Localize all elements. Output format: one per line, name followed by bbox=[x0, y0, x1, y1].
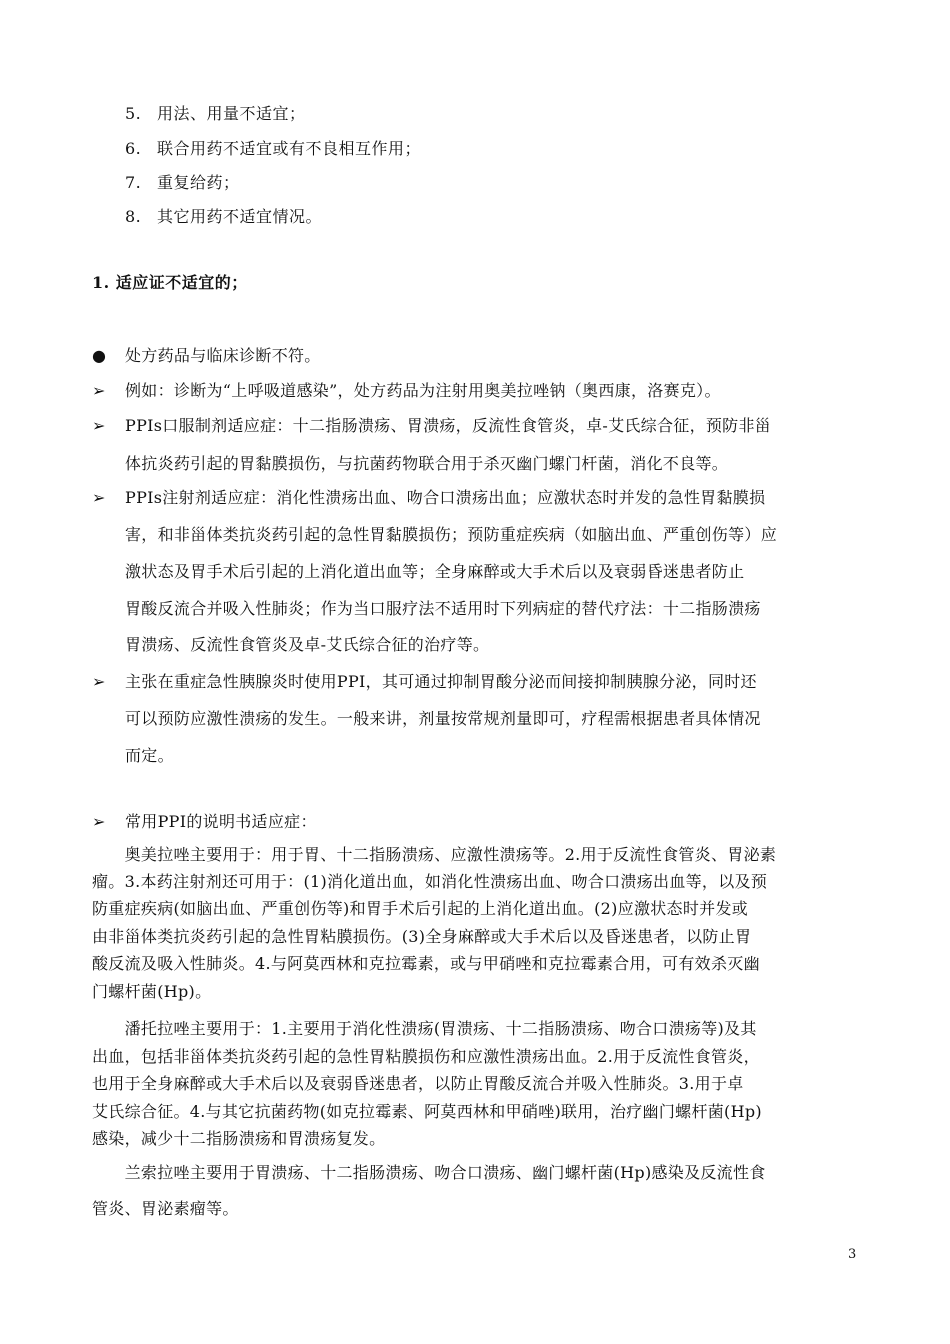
arrow-icon: ➢ bbox=[92, 381, 106, 400]
numbered-item bbox=[125, 204, 322, 227]
item-text: 用法、用量不适宜； bbox=[157, 104, 306, 123]
arrow-icon: ➢ bbox=[92, 488, 106, 507]
arrow-bullet-item bbox=[92, 485, 765, 508]
arrow-bullet-item bbox=[92, 669, 757, 692]
item-number: 5. bbox=[125, 104, 142, 123]
bullet-continuation: 而定。 bbox=[125, 746, 174, 765]
omeprazole-line: 防重症疾病(如脑出血、严重创伤等)和胃手术后引起的上消化道出血。(2)应激状态时并发或 bbox=[92, 899, 749, 918]
item-number: 6. bbox=[125, 139, 142, 158]
item-number: 8. bbox=[125, 207, 142, 226]
arrow-icon: ➢ bbox=[92, 672, 106, 691]
omeprazole-line: 门螺杆菌(Hp)。 bbox=[92, 982, 212, 1001]
section-heading: 1. 适应证不适宜的； bbox=[92, 273, 248, 292]
bullet-continuation: 胃酸反流合并吸入性肺炎；作为当口服疗法不适用时下列病症的替代疗法：十二指肠溃疡 bbox=[125, 599, 761, 618]
bullet-text: 主张在重症急性胰腺炎时使用PPI，其可通过抑制胃酸分泌而间接抑制胰腺分泌，同时还 bbox=[125, 672, 757, 691]
bullet-continuation: 胃溃疡、反流性食管炎及卓-艾氏综合征的治疗等。 bbox=[125, 635, 490, 654]
pantoprazole-line: 潘托拉唑主要用于：1.主要用于消化性溃疡(胃溃疡、十二指肠溃疡、吻合口溃疡等)及其 bbox=[92, 1019, 757, 1038]
arrow-icon: ➢ bbox=[92, 416, 106, 435]
numbered-item bbox=[125, 170, 240, 193]
bullet-continuation: 激状态及胃手术后引起的上消化道出血等；全身麻醉或大手术后以及衰弱昏迷患者防止 bbox=[125, 562, 745, 581]
lansoprazole-line: 管炎、胃泌素瘤等。 bbox=[92, 1199, 239, 1218]
lansoprazole-line: 兰索拉唑主要用于胃溃疡、十二指肠溃疡、吻合口溃疡、幽门螺杆菌(Hp)感染及反流性食 bbox=[92, 1163, 766, 1182]
item-text: 联合用药不适宜或有不良相互作用； bbox=[157, 139, 422, 158]
page-number: 3 bbox=[848, 1247, 857, 1262]
item-text: 重复给药； bbox=[157, 173, 240, 192]
item-number: 7. bbox=[125, 173, 142, 192]
arrow-icon: ➢ bbox=[92, 812, 106, 831]
numbered-item bbox=[125, 101, 306, 124]
numbered-item bbox=[125, 136, 421, 159]
pantoprazole-line: 也用于全身麻醉或大手术后以及衰弱昏迷患者，以防止胃酸反流合并吸入性肺炎。3.用于卓 bbox=[92, 1074, 744, 1093]
bullet-continuation: 可以预防应激性溃疡的发生。一般来讲，剂量按常规剂量即可，疗程需根据患者具体情况 bbox=[125, 709, 761, 728]
pantoprazole-line: 艾氏综合征。4.与其它抗菌药物(如克拉霉素、阿莫西林和甲硝唑)联用，治疗幽门螺杆菌(Hp) bbox=[92, 1102, 762, 1121]
bullet-continuation: 害，和非甾体类抗炎药引起的急性胃黏膜损伤；预防重症疾病（如脑出血、严重创伤等）应 bbox=[125, 525, 778, 544]
bullet-text: 处方药品与临床诊断不符。 bbox=[125, 346, 321, 365]
dot-bullet-item bbox=[92, 343, 321, 366]
bullet-continuation: 体抗炎药引起的胃黏膜损伤，与抗菌药物联合用于杀灭幽门螺门杆菌，消化不良等。 bbox=[125, 454, 729, 473]
pantoprazole-line: 出血，包括非甾体类抗炎药引起的急性胃粘膜损伤和应激性溃疡出血。2.用于反流性食管炎， bbox=[92, 1047, 760, 1066]
omeprazole-line: 瘤。3.本药注射剂还可用于：(1)消化道出血，如消化性溃疡出血、吻合口溃疡出血等，以及预 bbox=[92, 872, 768, 891]
pantoprazole-line: 感染，减少十二指肠溃疡和胃溃疡复发。 bbox=[92, 1129, 386, 1148]
item-text: 其它用药不适宜情况。 bbox=[157, 207, 323, 226]
bullet-text: 例如：诊断为“上呼吸道感染”，处方药品为注射用奥美拉唑钠（奥西康，洛赛克）。 bbox=[125, 381, 721, 400]
ppi-heading-text: 常用PPI的说明书适应症： bbox=[125, 812, 317, 831]
bullet-text: PPIs口服制剂适应症：十二指肠溃疡、胃溃疡，反流性食管炎，卓-艾氏综合征，预防非甾 bbox=[125, 416, 772, 435]
omeprazole-line: 酸反流及吸入性肺炎。4.与阿莫西林和克拉霉素，或与甲硝唑和克拉霉素合用，可有效杀灭幽 bbox=[92, 954, 760, 973]
omeprazole-line: 奥美拉唑主要用于：用于胃、十二指肠溃疡、应激性溃疡等。2.用于反流性食管炎、胃泌素 bbox=[92, 845, 777, 864]
omeprazole-line: 由非甾体类抗炎药引起的急性胃粘膜损伤。(3)全身麻醉或大手术后以及昏迷患者，以防止胃 bbox=[92, 927, 752, 946]
arrow-bullet-item bbox=[92, 378, 721, 401]
ppi-heading bbox=[92, 809, 317, 832]
bullet-text: PPIs注射剂适应症：消化性溃疡出血、吻合口溃疡出血；应激状态时并发的急性胃黏膜损 bbox=[125, 488, 766, 507]
arrow-bullet-item bbox=[92, 413, 771, 436]
bullet-dot-icon: ● bbox=[92, 346, 107, 365]
